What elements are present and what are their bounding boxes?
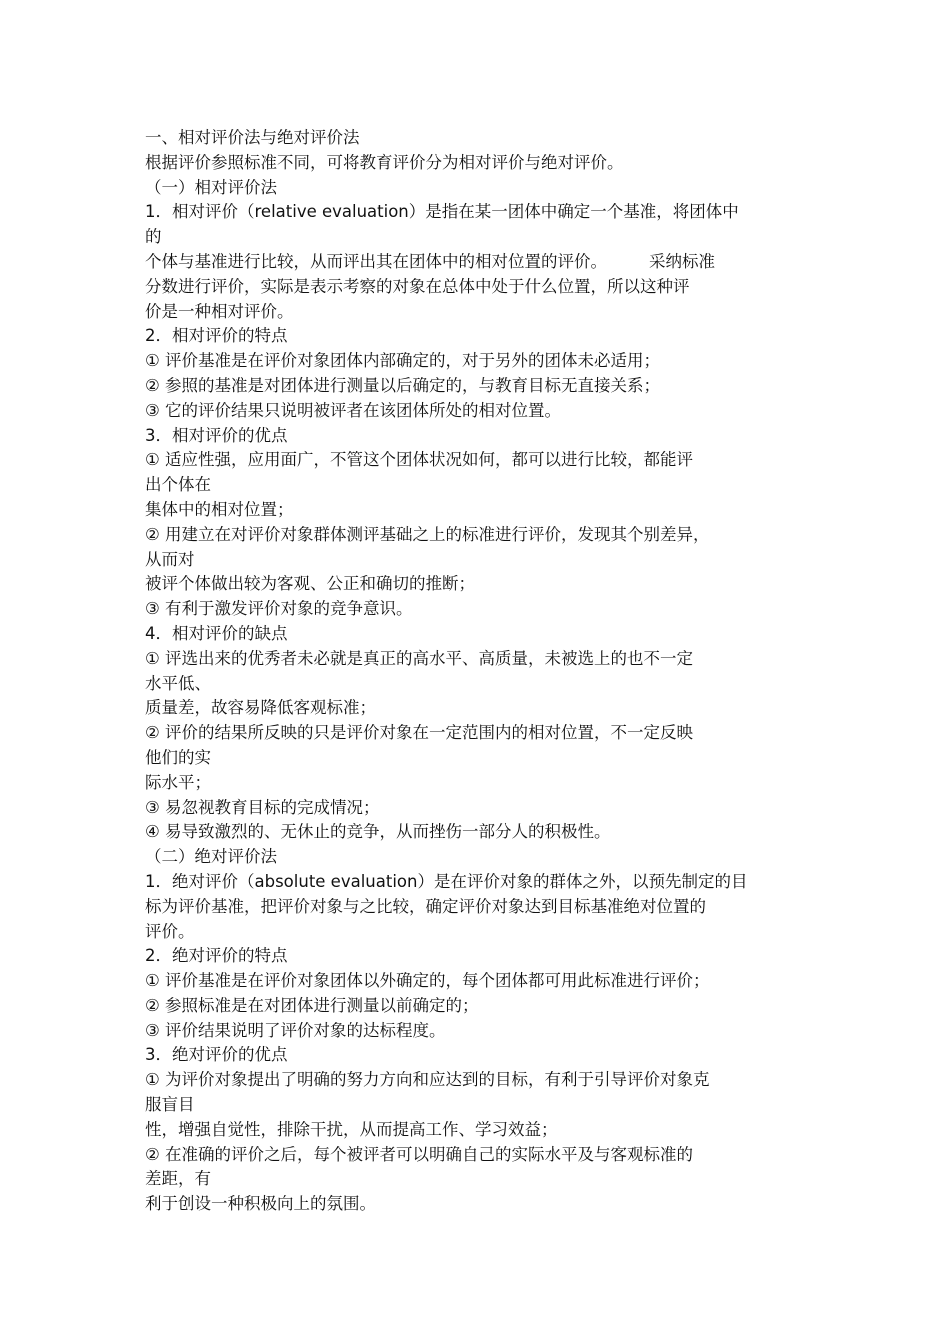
text-line: ③ 它的评价结果只说明被评者在该团体所处的相对位置。 (145, 400, 562, 420)
text-line: 1．绝对评价（absolute evaluation）是在评价对象的群体之外，以预先制定的目 (145, 871, 748, 891)
text-line: 差距，有 (145, 1169, 211, 1189)
text-line: 评价。 (145, 921, 195, 941)
text-line: 3．绝对评价的优点 (145, 1045, 288, 1065)
text-line: 2．绝对评价的特点 (145, 946, 288, 966)
text-line: 集体中的相对位置； (145, 499, 294, 519)
text-line: 出个体在 (145, 475, 211, 495)
text-line: 3．相对评价的优点 (145, 425, 288, 445)
text-line: ① 适应性强，应用面广，不管这个团体状况如何，都可以进行比较，都能评 (145, 450, 694, 470)
text-line: 2．相对评价的特点 (145, 326, 288, 346)
text-line: 从而对 (145, 549, 195, 569)
text-line: 服盲目 (145, 1095, 195, 1115)
text-line: 1．相对评价（relative evaluation）是指在某一团体中确定一个基准，将团体中 (145, 202, 739, 222)
text-line: ① 评选出来的优秀者未必就是真正的高水平、高质量，未被选上的也不一定 (145, 648, 694, 668)
text-line: 被评个体做出较为客观、公正和确切的推断； (145, 574, 475, 594)
text-line: 的 (145, 227, 162, 247)
text-line: 根据评价参照标准不同，可将教育评价分为相对评价与绝对评价。 (145, 152, 624, 172)
text-line: ② 参照标准是在对团体进行测量以前确定的； (145, 995, 479, 1015)
text-line: 价是一种相对评价。 (145, 301, 294, 321)
text-line: （二）绝对评价法 (145, 847, 277, 867)
text-line: ② 参照的基准是对团体进行测量以后确定的，与教育目标无直接关系； (145, 375, 661, 395)
text-line: ② 评价的结果所反映的只是评价对象在一定范围内的相对位置，不一定反映 (145, 723, 694, 743)
text-line: 分数进行评价，实际是表示考察的对象在总体中处于什么位置，所以这种评 (145, 276, 690, 296)
text-line: 利于创设一种积极向上的氛围。 (145, 1194, 376, 1214)
text-line: ④ 易导致激烈的、无休止的竞争，从而挫伤一部分人的积极性。 (145, 822, 611, 842)
text-line: ② 在准确的评价之后，每个被评者可以明确自己的实际水平及与客观标准的 (145, 1144, 694, 1164)
text-line: 他们的实 (145, 747, 211, 767)
document-body (145, 126, 810, 1217)
text-line: 际水平； (145, 772, 211, 792)
text-line: 一、相对评价法与绝对评价法 (145, 128, 360, 147)
text-line: ① 评价基准是在评价对象团体内部确定的，对于另外的团体未必适用； (145, 351, 661, 371)
text-line: ③ 有利于激发评价对象的竞争意识。 (145, 599, 413, 619)
text-line: ③ 易忽视教育目标的完成情况； (145, 797, 380, 817)
text-line: ① 为评价对象提出了明确的努力方向和应达到的目标，有利于引导评价对象克 (145, 1070, 710, 1090)
text-line: ③ 评价结果说明了评价对象的达标程度。 (145, 1020, 446, 1040)
text-line: ① 评价基准是在评价对象团体以外确定的，每个团体都可用此标准进行评价； (145, 971, 710, 991)
text-line: ② 用建立在对评价对象群体测评基础之上的标准进行评价，发现其个别差异， (145, 524, 710, 544)
text-line: 水平低、 (145, 673, 211, 693)
text-line: （一）相对评价法 (145, 177, 277, 197)
text-line: 标为评价基准，把评价对象与之比较，确定评价对象达到目标基准绝对位置的 (145, 896, 706, 916)
text-line: 个体与基准进行比较，从而评出其在团体中的相对位置的评价。 采纳标准 (145, 251, 715, 271)
text-line: 性，增强自觉性，排除干扰，从而提高工作、学习效益； (145, 1119, 558, 1139)
text-line: 质量差，故容易降低客观标准； (145, 698, 376, 718)
text-line: 4．相对评价的缺点 (145, 623, 288, 643)
